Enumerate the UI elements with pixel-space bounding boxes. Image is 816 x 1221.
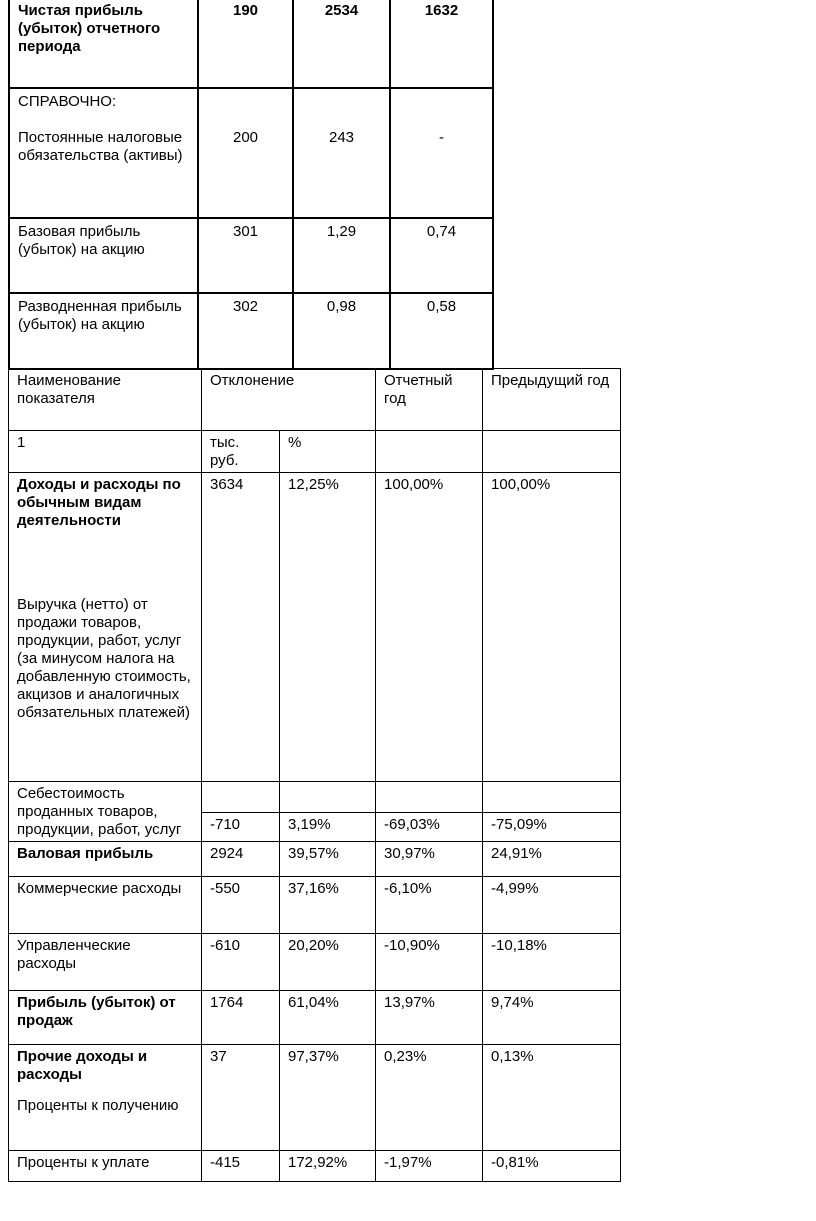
reporting-year-share: -69,03% — [376, 812, 483, 841]
deviation-pct: 12,25% — [280, 473, 376, 782]
deviation-pct: 37,16% — [280, 877, 376, 934]
row-label-cell — [9, 1045, 202, 1151]
table-row — [9, 0, 493, 88]
previous-year-share: 100,00% — [483, 473, 621, 782]
row-code: 302 — [198, 293, 293, 369]
table-row — [9, 782, 621, 813]
deviation-abs: 2924 — [202, 842, 280, 877]
row-label: Прибыль (убыток) от продаж — [9, 991, 202, 1045]
row-code: 301 — [198, 218, 293, 293]
row-label-cell — [9, 88, 198, 218]
table-row — [9, 218, 493, 293]
row-code: 200 — [198, 88, 293, 218]
table-row — [9, 1045, 621, 1151]
deviation-abs: 37 — [202, 1045, 280, 1151]
current-value: 1,29 — [293, 218, 390, 293]
header-deviation: Отклонение — [202, 369, 376, 431]
previous-year-share: -75,09% — [483, 812, 621, 841]
reporting-year-share: -10,90% — [376, 934, 483, 991]
row-label: Себестоимость проданных товаров, продукции, работ, услуг — [9, 782, 202, 842]
row-label: Проценты к уплате — [9, 1151, 202, 1182]
previous-year-share: -10,18% — [483, 934, 621, 991]
current-value: 2534 — [293, 0, 390, 88]
previous-year-share: 0,13% — [483, 1045, 621, 1151]
header-thousand-rub: тыс. руб. — [202, 431, 280, 473]
deviation-pct: 172,92% — [280, 1151, 376, 1182]
table-row — [9, 877, 621, 934]
previous-year-share: -4,99% — [483, 877, 621, 934]
row-label: Управленческие расходы — [9, 934, 202, 991]
previous-value: 0,74 — [390, 218, 493, 293]
reporting-year-share: 13,97% — [376, 991, 483, 1045]
section-title: Доходы и расходы по обычным видам деятельности — [17, 476, 181, 529]
deviation-abs: 3634 — [202, 473, 280, 782]
previous-year-share: 9,74% — [483, 991, 621, 1045]
deviation-abs: -610 — [202, 934, 280, 991]
subheader-row — [9, 431, 621, 473]
reporting-year-share: 0,23% — [376, 1045, 483, 1151]
row-label: Разводненная прибыль (убыток) на акцию — [9, 293, 198, 369]
reporting-year-share: -1,97% — [376, 1151, 483, 1182]
row-label: Базовая прибыль (убыток) на акцию — [9, 218, 198, 293]
row-label: Проценты к получению — [17, 1097, 179, 1114]
reporting-year-share: 100,00% — [376, 473, 483, 782]
row-label: Постоянные налоговые обязательства (активы) — [18, 129, 183, 164]
empty-cell — [280, 782, 376, 813]
reference-note: СПРАВОЧНО: — [18, 93, 117, 110]
row-label: Чистая прибыль (убыток) отчетного периода — [9, 0, 198, 88]
deviation-pct: 39,57% — [280, 842, 376, 877]
deviation-abs: -710 — [202, 812, 280, 841]
row-label: Коммерческие расходы — [9, 877, 202, 934]
previous-value: - — [390, 88, 493, 218]
empty-cell — [376, 431, 483, 473]
section-title: Прочие доходы и расходы — [17, 1048, 148, 1083]
deviation-abs: -415 — [202, 1151, 280, 1182]
reporting-year-share: -6,10% — [376, 877, 483, 934]
row-label-cell — [9, 473, 202, 782]
current-value: 0,98 — [293, 293, 390, 369]
deviation-pct: 97,37% — [280, 1045, 376, 1151]
header-percent: % — [280, 431, 376, 473]
empty-cell — [202, 782, 280, 813]
income-statement-analysis-table — [8, 368, 621, 1182]
deviation-pct: 20,20% — [280, 934, 376, 991]
reporting-year-share: 30,97% — [376, 842, 483, 877]
deviation-abs: 1764 — [202, 991, 280, 1045]
empty-cell — [376, 782, 483, 813]
table-row — [9, 1151, 621, 1182]
table-row — [9, 473, 621, 782]
current-value: 243 — [293, 88, 390, 218]
previous-year-share: 24,91% — [483, 842, 621, 877]
previous-value: 0,58 — [390, 293, 493, 369]
table-row — [9, 934, 621, 991]
header-name: Наименование показателя — [9, 369, 202, 431]
row-code: 190 — [198, 0, 293, 88]
header-reporting-year: Отчетный год — [376, 369, 483, 431]
previous-year-share: -0,81% — [483, 1151, 621, 1182]
header-previous-year: Предыдущий год — [483, 369, 621, 431]
deviation-pct: 3,19% — [280, 812, 376, 841]
table-row — [9, 88, 493, 218]
header-row — [9, 369, 621, 431]
column-number: 1 — [9, 431, 202, 473]
deviation-pct: 61,04% — [280, 991, 376, 1045]
table-row — [9, 293, 493, 369]
row-label: Выручка (нетто) от продажи товаров, продукции, работ, услуг (за минусом налога на добавленную стоимость, акцизов и аналогичных обязательных платежей) — [17, 596, 191, 721]
row-label: Валовая прибыль — [9, 842, 202, 877]
empty-cell — [483, 782, 621, 813]
deviation-abs: -550 — [202, 877, 280, 934]
previous-value: 1632 — [390, 0, 493, 88]
income-statement-table-upper — [8, 0, 494, 370]
table-row — [9, 991, 621, 1045]
table-row — [9, 842, 621, 877]
empty-cell — [483, 431, 621, 473]
